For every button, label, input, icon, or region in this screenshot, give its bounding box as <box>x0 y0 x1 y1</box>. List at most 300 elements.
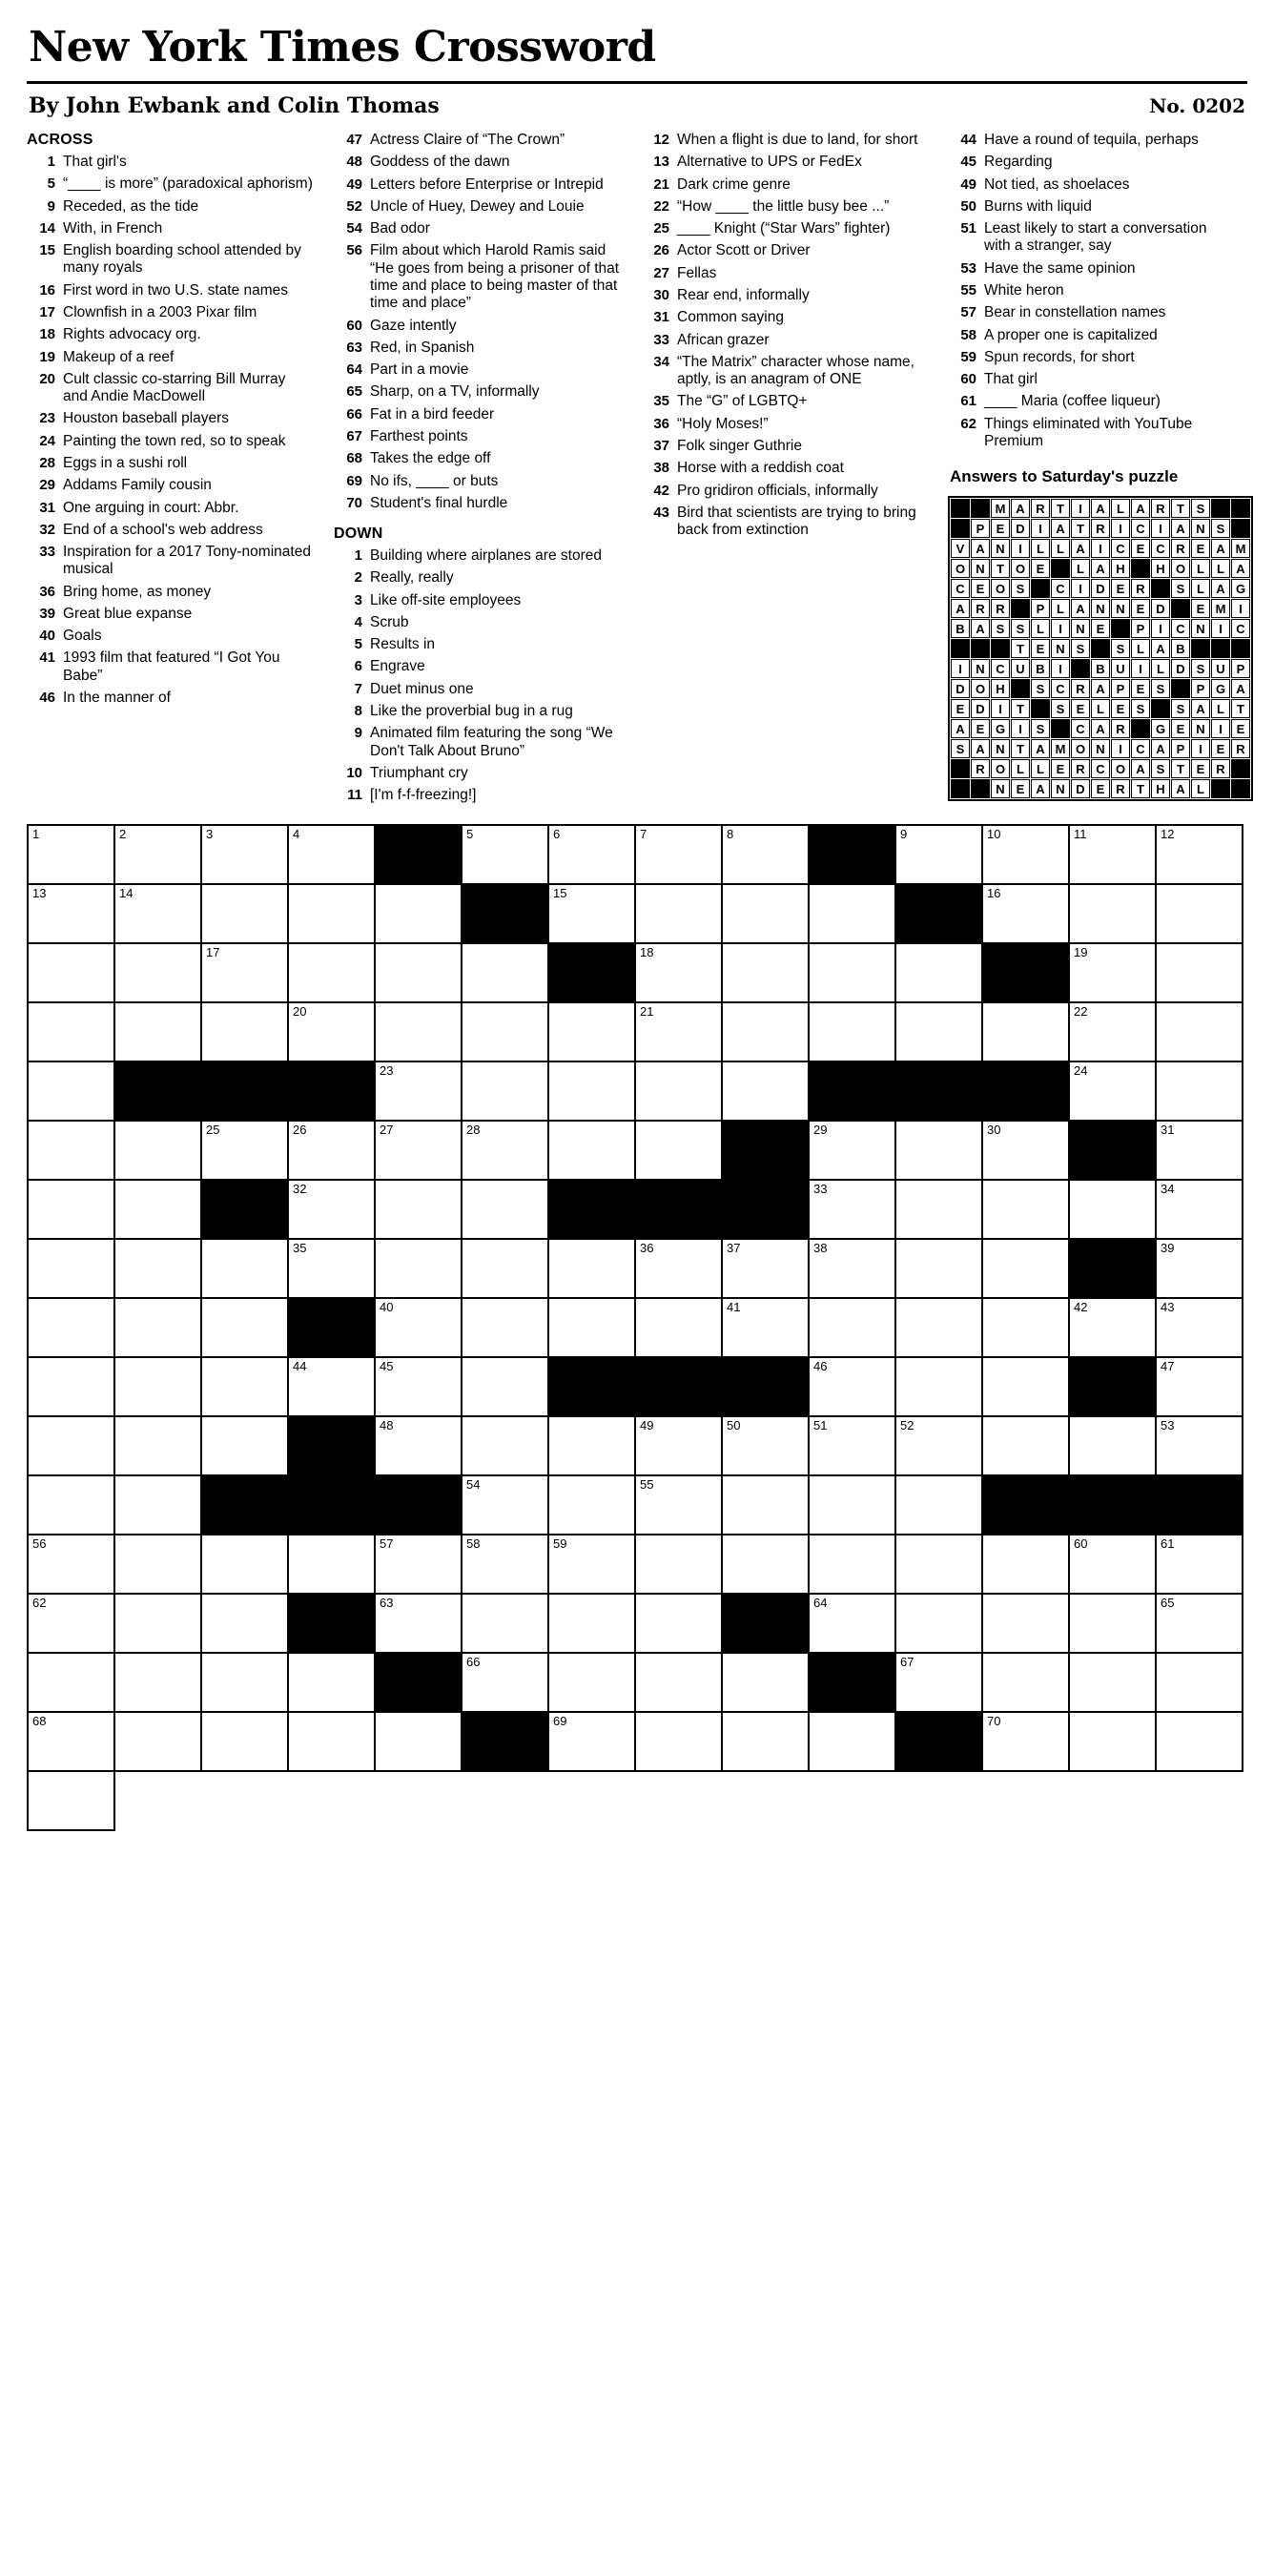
grid-cell[interactable] <box>202 1595 289 1654</box>
grid-cell[interactable] <box>810 1417 896 1476</box>
grid-cell[interactable] <box>289 944 376 1003</box>
grid-cell[interactable] <box>115 1417 202 1476</box>
clue-down-3[interactable] <box>334 592 620 609</box>
clue-across-47[interactable] <box>334 132 620 149</box>
grid-cell[interactable] <box>896 1654 983 1713</box>
grid-cell[interactable] <box>202 1299 289 1358</box>
grid-cell-number: 65 <box>1161 1596 1175 1611</box>
clue-across-1[interactable] <box>27 154 313 171</box>
grid-cell[interactable] <box>983 1595 1070 1654</box>
clue-text: One arguing in court: Abbr. <box>63 499 239 516</box>
grid-cell[interactable] <box>723 1476 810 1535</box>
answer-block-cell <box>1191 639 1210 658</box>
grid-cell[interactable] <box>29 826 115 885</box>
grid-cell[interactable] <box>896 1181 983 1240</box>
clue-across-39[interactable] <box>27 606 313 623</box>
clue-down-30[interactable] <box>641 287 927 304</box>
grid-cell[interactable] <box>983 1299 1070 1358</box>
clue-down-26[interactable] <box>641 242 927 259</box>
grid-cell[interactable] <box>462 944 549 1003</box>
grid-cell[interactable] <box>549 1003 636 1062</box>
clue-across-36[interactable] <box>27 584 313 601</box>
grid-cell[interactable] <box>983 1181 1070 1240</box>
grid-cell[interactable] <box>1070 1595 1157 1654</box>
grid-cell[interactable] <box>462 1122 549 1181</box>
grid-cell[interactable] <box>462 1535 549 1595</box>
clue-across-33[interactable] <box>27 544 313 579</box>
grid-cell[interactable] <box>723 1713 810 1772</box>
grid-cell[interactable] <box>29 1417 115 1476</box>
answer-letter-cell: T <box>991 559 1010 578</box>
grid-cell[interactable] <box>810 1476 896 1535</box>
grid-cell[interactable] <box>636 1122 723 1181</box>
clue-down-13[interactable] <box>641 154 927 171</box>
grid-cell[interactable] <box>983 1122 1070 1181</box>
grid-cell[interactable] <box>549 1062 636 1122</box>
clue-number: 9 <box>47 197 55 215</box>
clue-down-36[interactable] <box>641 416 927 433</box>
grid-cell[interactable] <box>810 1535 896 1595</box>
grid-cell[interactable] <box>1157 1713 1243 1772</box>
clue-down-57[interactable] <box>948 304 1234 321</box>
grid-cell[interactable] <box>202 1122 289 1181</box>
clue-down-33[interactable] <box>641 332 927 349</box>
grid-cell[interactable] <box>115 1595 202 1654</box>
clue-across-40[interactable] <box>27 628 313 645</box>
grid-cell[interactable] <box>983 1535 1070 1595</box>
clue-across-68[interactable] <box>334 450 620 467</box>
clue-down-11[interactable] <box>334 787 620 804</box>
grid-cell[interactable] <box>462 1299 549 1358</box>
grid-cell[interactable] <box>115 1240 202 1299</box>
clue-across-28[interactable] <box>27 455 313 472</box>
clue-down-37[interactable] <box>641 438 927 455</box>
grid-cell[interactable] <box>1070 826 1157 885</box>
grid-cell[interactable] <box>549 1417 636 1476</box>
grid-cell[interactable] <box>462 1181 549 1240</box>
grid-cell[interactable] <box>376 1358 462 1417</box>
grid-cell[interactable] <box>29 1358 115 1417</box>
clue-across-31[interactable] <box>27 500 313 517</box>
grid-cell[interactable] <box>462 1417 549 1476</box>
grid-cell[interactable] <box>29 1003 115 1062</box>
clue-text: Inspiration for a 2017 Tony-nominated musical <box>63 544 311 578</box>
grid-cell[interactable] <box>549 826 636 885</box>
grid-cell[interactable] <box>1157 1181 1243 1240</box>
grid-cell[interactable] <box>896 1358 983 1417</box>
grid-cell[interactable] <box>636 1062 723 1122</box>
clue-down-44[interactable] <box>948 132 1234 149</box>
answer-block-cell <box>1011 679 1030 698</box>
grid-cell[interactable] <box>289 1122 376 1181</box>
clue-across-15[interactable] <box>27 242 313 278</box>
grid-cell[interactable] <box>549 1535 636 1595</box>
grid-cell[interactable] <box>983 1240 1070 1299</box>
grid-cell[interactable] <box>983 1358 1070 1417</box>
answer-letter-cell: S <box>1151 679 1170 698</box>
grid-cell[interactable] <box>810 885 896 944</box>
grid-cell[interactable] <box>376 1003 462 1062</box>
grid-cell[interactable] <box>896 826 983 885</box>
grid-cell[interactable] <box>636 1595 723 1654</box>
grid-cell[interactable] <box>29 1181 115 1240</box>
clue-down-42[interactable] <box>641 483 927 500</box>
clue-across-46[interactable] <box>27 690 313 707</box>
grid-cell[interactable] <box>723 1654 810 1713</box>
grid-cell[interactable] <box>983 826 1070 885</box>
answer-letter-cell: A <box>1171 519 1190 538</box>
grid-cell[interactable] <box>202 1417 289 1476</box>
grid-cell-number: 24 <box>1074 1063 1088 1079</box>
answer-letter-cell: D <box>1071 779 1090 798</box>
grid-cell[interactable] <box>549 1713 636 1772</box>
puzzle-grid[interactable] <box>27 824 1243 1831</box>
clue-across-20[interactable] <box>27 371 313 406</box>
clue-across-63[interactable] <box>334 340 620 357</box>
grid-cell[interactable] <box>896 1003 983 1062</box>
grid-cell[interactable] <box>376 1713 462 1772</box>
clue-down-21[interactable] <box>641 176 927 194</box>
grid-cell[interactable] <box>723 1240 810 1299</box>
grid-cell[interactable] <box>289 1003 376 1062</box>
grid-cell[interactable] <box>810 1122 896 1181</box>
grid-cell[interactable] <box>723 1535 810 1595</box>
answer-letter-cell: R <box>1071 679 1090 698</box>
grid-cell[interactable] <box>202 1240 289 1299</box>
grid-cell[interactable] <box>1070 1299 1157 1358</box>
grid-cell[interactable] <box>810 1713 896 1772</box>
grid-cell[interactable] <box>723 1062 810 1122</box>
clue-text: Rights advocacy org. <box>63 326 201 343</box>
clue-down-22[interactable] <box>641 198 927 216</box>
grid-cell[interactable] <box>462 1358 549 1417</box>
grid-cell[interactable] <box>1070 1062 1157 1122</box>
grid-cell[interactable] <box>115 826 202 885</box>
clue-down-6[interactable] <box>334 658 620 675</box>
grid-cell[interactable] <box>376 1417 462 1476</box>
grid-cell[interactable] <box>636 1417 723 1476</box>
grid-cell[interactable] <box>376 885 462 944</box>
grid-cell[interactable] <box>115 1299 202 1358</box>
grid-cell[interactable] <box>29 1535 115 1595</box>
grid-cell[interactable] <box>810 1003 896 1062</box>
grid-cell[interactable] <box>723 826 810 885</box>
clue-down-8[interactable] <box>334 703 620 720</box>
grid-cell[interactable] <box>1157 1299 1243 1358</box>
grid-cell[interactable] <box>29 1772 115 1831</box>
grid-cell[interactable] <box>1157 1595 1243 1654</box>
grid-cell-number: 22 <box>1074 1004 1088 1020</box>
grid-cell[interactable] <box>1157 1062 1243 1122</box>
grid-cell[interactable] <box>1070 1654 1157 1713</box>
grid-cell[interactable] <box>723 944 810 1003</box>
grid-cell[interactable] <box>29 1654 115 1713</box>
grid-cell[interactable] <box>723 1299 810 1358</box>
grid-cell[interactable] <box>202 826 289 885</box>
grid-cell[interactable] <box>376 1535 462 1595</box>
grid-cell[interactable] <box>723 1003 810 1062</box>
grid-cell[interactable] <box>462 1476 549 1535</box>
clue-down-61[interactable] <box>948 393 1234 410</box>
grid-cell[interactable] <box>636 1476 723 1535</box>
clue-across-67[interactable] <box>334 428 620 445</box>
clue-number: 17 <box>39 303 55 320</box>
clue-down-9[interactable] <box>334 725 620 760</box>
grid-cell[interactable] <box>983 1654 1070 1713</box>
clue-across-14[interactable] <box>27 220 313 237</box>
grid-cell[interactable] <box>29 1713 115 1772</box>
clue-down-62[interactable] <box>948 416 1234 451</box>
clue-across-56[interactable] <box>334 242 620 312</box>
grid-cell[interactable] <box>896 1240 983 1299</box>
grid-cell[interactable] <box>636 885 723 944</box>
clue-across-9[interactable] <box>27 198 313 216</box>
clue-down-55[interactable] <box>948 282 1234 299</box>
clue-across-19[interactable] <box>27 349 313 366</box>
grid-cell[interactable] <box>549 1654 636 1713</box>
grid-cell[interactable] <box>549 1476 636 1535</box>
answer-letter-cell: O <box>991 579 1010 598</box>
answer-letter-cell: A <box>1151 739 1170 758</box>
grid-cell[interactable] <box>29 1595 115 1654</box>
clue-across-69[interactable] <box>334 473 620 490</box>
grid-cell[interactable] <box>1070 1417 1157 1476</box>
answer-letter-cell: A <box>1191 699 1210 718</box>
grid-cell[interactable] <box>1157 1240 1243 1299</box>
grid-cell[interactable] <box>896 1476 983 1535</box>
clue-across-60[interactable] <box>334 318 620 335</box>
grid-cell[interactable] <box>289 885 376 944</box>
grid-cell[interactable] <box>462 1595 549 1654</box>
grid-cell[interactable] <box>896 944 983 1003</box>
grid-cell[interactable] <box>202 1535 289 1595</box>
grid-cell[interactable] <box>29 944 115 1003</box>
grid-cell[interactable] <box>462 826 549 885</box>
clue-across-29[interactable] <box>27 477 313 494</box>
clue-down-35[interactable] <box>641 393 927 410</box>
clue-down-49[interactable] <box>948 176 1234 194</box>
grid-cell[interactable] <box>549 1122 636 1181</box>
grid-cell[interactable] <box>29 1240 115 1299</box>
grid-cell[interactable] <box>115 944 202 1003</box>
clue-across-64[interactable] <box>334 361 620 379</box>
clue-down-7[interactable] <box>334 681 620 698</box>
grid-cell[interactable] <box>376 1299 462 1358</box>
grid-cell[interactable] <box>376 1240 462 1299</box>
grid-cell[interactable] <box>376 1595 462 1654</box>
clue-down-4[interactable] <box>334 614 620 631</box>
clue-across-52[interactable] <box>334 198 620 216</box>
clue-down-27[interactable] <box>641 265 927 282</box>
grid-cell[interactable] <box>1157 1417 1243 1476</box>
clue-across-48[interactable] <box>334 154 620 171</box>
clue-down-50[interactable] <box>948 198 1234 216</box>
grid-cell[interactable] <box>29 885 115 944</box>
grid-cell[interactable] <box>115 1181 202 1240</box>
grid-cell[interactable] <box>1157 1535 1243 1595</box>
grid-cell[interactable] <box>983 885 1070 944</box>
clue-down-5[interactable] <box>334 636 620 653</box>
answer-block-cell <box>1051 719 1070 738</box>
clue-down-60[interactable] <box>948 371 1234 388</box>
answer-letter-cell: P <box>1111 679 1130 698</box>
clue-across-70[interactable] <box>334 495 620 512</box>
answer-block-cell <box>1071 659 1090 678</box>
clue-down-58[interactable] <box>948 327 1234 344</box>
grid-cell[interactable] <box>115 1713 202 1772</box>
grid-cell[interactable] <box>202 944 289 1003</box>
clue-down-43[interactable] <box>641 505 927 540</box>
grid-cell[interactable] <box>1070 1181 1157 1240</box>
clue-down-2[interactable] <box>334 569 620 587</box>
clue-down-59[interactable] <box>948 349 1234 366</box>
grid-cell[interactable] <box>636 1535 723 1595</box>
grid-cell[interactable] <box>723 885 810 944</box>
grid-cell[interactable] <box>896 1595 983 1654</box>
grid-cell[interactable] <box>289 1713 376 1772</box>
grid-cell[interactable] <box>202 1654 289 1713</box>
grid-block <box>549 944 636 1003</box>
grid-cell-number: 23 <box>380 1063 394 1079</box>
grid-cell[interactable] <box>549 1595 636 1654</box>
answer-letter-cell: C <box>1111 539 1130 558</box>
grid-cell[interactable] <box>810 1595 896 1654</box>
grid-cell[interactable] <box>1157 1122 1243 1181</box>
clue-text: Bird that scientists are trying to bring back from extinction <box>677 504 916 539</box>
grid-cell[interactable] <box>289 826 376 885</box>
grid-cell[interactable] <box>376 944 462 1003</box>
grid-cell[interactable] <box>723 1417 810 1476</box>
grid-cell[interactable] <box>115 1003 202 1062</box>
clue-across-54[interactable] <box>334 220 620 237</box>
grid-cell[interactable] <box>983 1713 1070 1772</box>
grid-cell[interactable] <box>810 1299 896 1358</box>
grid-cell[interactable] <box>289 1535 376 1595</box>
grid-cell[interactable] <box>29 1299 115 1358</box>
grid-cell[interactable] <box>636 1003 723 1062</box>
clue-across-18[interactable] <box>27 326 313 343</box>
grid-cell[interactable] <box>115 1535 202 1595</box>
grid-cell[interactable] <box>810 944 896 1003</box>
grid-cell[interactable] <box>983 1003 1070 1062</box>
grid-cell[interactable] <box>376 1181 462 1240</box>
grid-cell[interactable] <box>462 1240 549 1299</box>
clue-across-49[interactable] <box>334 176 620 194</box>
clue-down-53[interactable] <box>948 260 1234 278</box>
answer-letter-cell: S <box>1191 659 1210 678</box>
grid-cell[interactable] <box>376 1122 462 1181</box>
grid-block <box>1070 1122 1157 1181</box>
grid-cell[interactable] <box>1070 944 1157 1003</box>
grid-cell[interactable] <box>289 1181 376 1240</box>
clue-across-5[interactable] <box>27 175 313 193</box>
clue-number: 28 <box>39 454 55 471</box>
grid-cell[interactable] <box>1157 826 1243 885</box>
grid-cell[interactable] <box>810 1181 896 1240</box>
grid-cell[interactable] <box>636 1713 723 1772</box>
grid-cell[interactable] <box>115 1358 202 1417</box>
grid-cell[interactable] <box>1157 944 1243 1003</box>
grid-cell[interactable] <box>549 885 636 944</box>
grid-cell[interactable] <box>896 1535 983 1595</box>
grid-cell[interactable] <box>462 1654 549 1713</box>
grid-cell[interactable] <box>202 1003 289 1062</box>
grid-cell[interactable] <box>1070 1535 1157 1595</box>
grid-cell[interactable] <box>115 1476 202 1535</box>
grid-cell[interactable] <box>636 1240 723 1299</box>
clue-down-34[interactable] <box>641 354 927 389</box>
clue-down-31[interactable] <box>641 309 927 326</box>
grid-cell[interactable] <box>636 1654 723 1713</box>
grid-cell[interactable] <box>1070 1713 1157 1772</box>
clue-across-41[interactable] <box>27 649 313 685</box>
grid-cell[interactable] <box>29 1476 115 1535</box>
grid-cell[interactable] <box>115 1654 202 1713</box>
grid-cell[interactable] <box>202 1713 289 1772</box>
grid-cell[interactable] <box>1157 1358 1243 1417</box>
grid-cell[interactable] <box>1157 1654 1243 1713</box>
grid-cell[interactable] <box>202 885 289 944</box>
grid-cell[interactable] <box>376 1062 462 1122</box>
clue-down-10[interactable] <box>334 765 620 782</box>
grid-cell[interactable] <box>29 1122 115 1181</box>
clue-down-51[interactable] <box>948 220 1234 256</box>
grid-cell[interactable] <box>896 1122 983 1181</box>
grid-cell[interactable] <box>810 1240 896 1299</box>
grid-cell[interactable] <box>1157 885 1243 944</box>
clue-down-1[interactable] <box>334 547 620 565</box>
grid-cell[interactable] <box>289 1654 376 1713</box>
answer-letter-cell: E <box>1071 699 1090 718</box>
clue-number: 2 <box>354 569 362 587</box>
grid-cell[interactable] <box>810 1358 896 1417</box>
answer-block-cell <box>1131 559 1150 578</box>
grid-cell[interactable] <box>896 1299 983 1358</box>
grid-cell[interactable] <box>202 1358 289 1417</box>
grid-cell[interactable] <box>636 1299 723 1358</box>
grid-cell[interactable] <box>289 1358 376 1417</box>
clue-down-12[interactable] <box>641 132 927 149</box>
grid-cell[interactable] <box>29 1062 115 1122</box>
clue-down-38[interactable] <box>641 460 927 477</box>
clue-across-65[interactable] <box>334 383 620 401</box>
grid-cell[interactable] <box>115 885 202 944</box>
clue-number: 4 <box>354 613 362 630</box>
clue-across-32[interactable] <box>27 522 313 539</box>
clue-down-25[interactable] <box>641 220 927 237</box>
grid-cell[interactable] <box>1070 885 1157 944</box>
grid-cell[interactable] <box>549 1240 636 1299</box>
grid-cell[interactable] <box>896 1417 983 1476</box>
grid-cell[interactable] <box>549 1299 636 1358</box>
grid-cell[interactable] <box>636 944 723 1003</box>
clue-across-23[interactable] <box>27 410 313 427</box>
grid-cell[interactable] <box>1070 1003 1157 1062</box>
grid-cell[interactable] <box>289 1240 376 1299</box>
clue-across-24[interactable] <box>27 433 313 450</box>
grid-cell[interactable] <box>115 1122 202 1181</box>
grid-cell[interactable] <box>1157 1003 1243 1062</box>
grid-cell[interactable] <box>462 1003 549 1062</box>
grid-cell-number: 20 <box>293 1004 307 1020</box>
grid-cell[interactable] <box>983 1417 1070 1476</box>
clue-across-17[interactable] <box>27 304 313 321</box>
grid-cell[interactable] <box>462 1062 549 1122</box>
clue-down-45[interactable] <box>948 154 1234 171</box>
clue-across-16[interactable] <box>27 282 313 299</box>
grid-cell[interactable] <box>636 826 723 885</box>
clue-across-66[interactable] <box>334 406 620 423</box>
